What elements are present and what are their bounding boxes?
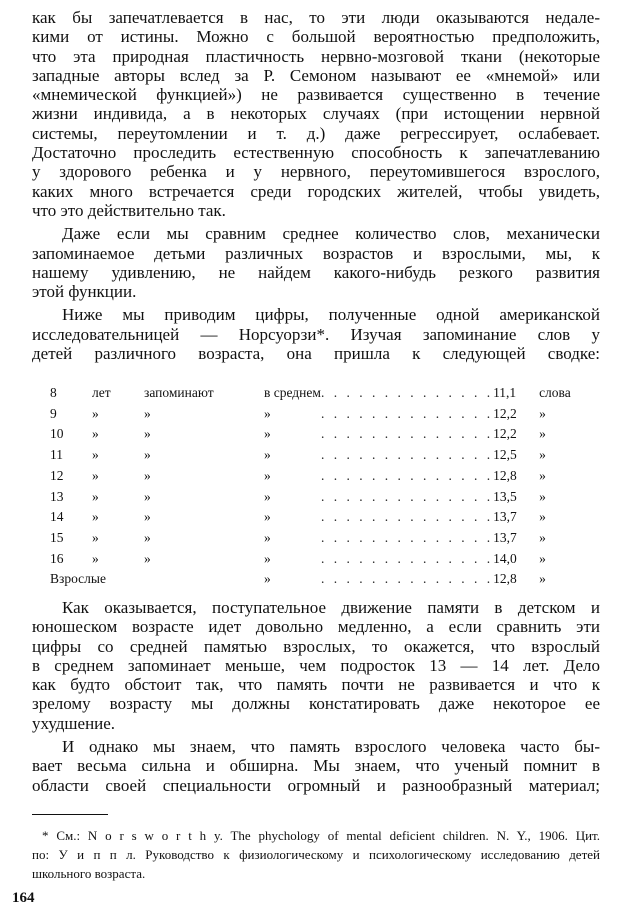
value-cell: 11,1 bbox=[493, 385, 517, 400]
avg-cell: » bbox=[264, 509, 271, 525]
page-number: 164 bbox=[12, 890, 35, 906]
age-cell: 9 bbox=[50, 405, 57, 421]
avg-cell: » bbox=[264, 571, 271, 587]
table-row bbox=[44, 404, 574, 425]
value-cell: 13,7 bbox=[493, 509, 517, 525]
word-cell: слова bbox=[539, 385, 571, 400]
verb-cell: » bbox=[144, 405, 151, 421]
paragraph-2 bbox=[32, 224, 600, 301]
table-row bbox=[44, 466, 574, 487]
verb-cell: » bbox=[144, 447, 151, 463]
unit-cell: » bbox=[92, 447, 99, 463]
text-line: нашему удивлению, не найдем какого-нибудь резкого развития bbox=[32, 262, 600, 282]
text-line: у здорового ребенка и у нервного, переутомившегося взрослого, bbox=[32, 162, 600, 182]
text-line: в среднем запоминает меньше, чем подросток 13 — 14 лет. Дело bbox=[32, 655, 600, 675]
age-cell: 12 bbox=[50, 467, 64, 483]
value-cell: 13,7 bbox=[493, 529, 517, 545]
value-cell: 12,5 bbox=[493, 447, 517, 463]
text-line: зрелому возрасту мы должны констатировать даже некоторое ее bbox=[32, 694, 600, 714]
verb-cell: » bbox=[144, 467, 151, 483]
footnote-line: школьного возраста. bbox=[32, 866, 146, 881]
leader-dots: . . . . . . . . . . . . . . bbox=[320, 571, 494, 587]
leader-dots: . . . . . . . . . . . . . . bbox=[320, 426, 494, 442]
word-cell: » bbox=[539, 571, 546, 587]
unit-cell: » bbox=[92, 405, 99, 421]
text-line: детей различного возраста, она пришла к следующей сводке: bbox=[32, 344, 600, 364]
table-row bbox=[44, 549, 574, 570]
text-line: Даже если мы сравним среднее количество слов, механически bbox=[62, 224, 600, 244]
value-cell: 14,0 bbox=[493, 550, 517, 566]
text-line: этой функции. bbox=[32, 282, 137, 302]
avg-cell: » bbox=[264, 550, 271, 566]
paragraph-4 bbox=[32, 598, 600, 733]
text-line: что эта природная пластичность нервно-мозговой ткани (некоторые bbox=[32, 46, 600, 66]
age-cell: 11 bbox=[50, 447, 63, 463]
value-cell: 12,2 bbox=[493, 426, 517, 442]
text-line: исследовательницей — Норсуорзи*. Изучая запоминание слов у bbox=[32, 324, 600, 344]
value-cell: 12,2 bbox=[493, 405, 517, 421]
avg-cell: » bbox=[264, 447, 271, 463]
table-row bbox=[44, 383, 574, 404]
text-line: как бы запечатлевается в нас, то эти люди оказываются недале- bbox=[32, 8, 600, 27]
body-text-lower bbox=[32, 598, 600, 795]
text-line: области своей специальности огромный и разнообразный материал; bbox=[32, 775, 600, 795]
text-line: вает весьма сильна и обширна. Мы знаем, что ученый помнит в bbox=[32, 756, 600, 776]
age-cell: 14 bbox=[50, 509, 64, 525]
text-line: западные авторы вслед за Р. Семоном называют ее «мнемой» или bbox=[32, 65, 600, 85]
unit-cell: » bbox=[92, 467, 99, 483]
avg-cell: » bbox=[264, 529, 271, 545]
table-row bbox=[44, 487, 574, 508]
leader-dots: . . . . . . . . . . . . . . bbox=[320, 550, 494, 566]
word-cell: » bbox=[539, 426, 546, 442]
value-cell: 13,5 bbox=[493, 488, 517, 504]
avg-cell: » bbox=[264, 488, 271, 504]
avg-cell: » bbox=[264, 426, 271, 442]
text-line: юношеском возрасте идет довольно медленно, а если сравнить эти bbox=[32, 617, 600, 637]
leader-dots: . . . . . . . . . . . . . . bbox=[320, 385, 494, 400]
text-line: что это действительно так. bbox=[32, 200, 226, 220]
text-line: как будто обстоит так, что память почти не развивается и что к bbox=[32, 675, 600, 695]
adults-label: Взрослые bbox=[50, 571, 106, 587]
unit-cell: лет bbox=[92, 385, 111, 400]
leader-dots: . . . . . . . . . . . . . . bbox=[320, 467, 494, 483]
avg-cell: » bbox=[264, 467, 271, 483]
table-row bbox=[44, 424, 574, 445]
verb-cell: » bbox=[144, 529, 151, 545]
text-line: ухудшение. bbox=[32, 713, 116, 733]
unit-cell: » bbox=[92, 509, 99, 525]
text-line: Ниже мы приводим цифры, полученные одной американской bbox=[62, 305, 600, 325]
unit-cell: » bbox=[92, 529, 99, 545]
verb-cell: » bbox=[144, 426, 151, 442]
word-cell: » bbox=[539, 405, 546, 421]
unit-cell: » bbox=[92, 488, 99, 504]
paragraph-5 bbox=[32, 737, 600, 795]
text-line: Как оказывается, поступательное движение памяти в детском и bbox=[62, 598, 600, 617]
verb-cell: » bbox=[144, 550, 151, 566]
leader-dots: . . . . . . . . . . . . . . bbox=[320, 447, 494, 463]
text-line: Достаточно проследить естественную способность к запечатлеванию bbox=[32, 143, 600, 163]
text-line: кими от истины. Можно с большой вероятностью предположить, bbox=[32, 27, 600, 47]
age-cell: 15 bbox=[50, 529, 64, 545]
leader-dots: . . . . . . . . . . . . . . bbox=[320, 488, 494, 504]
text-line: запоминаемое детьми различных возрастов и взрослыми, мы, к bbox=[32, 243, 600, 263]
unit-cell: » bbox=[92, 426, 99, 442]
unit-cell: » bbox=[92, 550, 99, 566]
word-cell: » bbox=[539, 529, 546, 545]
footnote bbox=[32, 826, 600, 883]
leader-dots: . . . . . . . . . . . . . . bbox=[320, 509, 494, 525]
text-line: каких много встречается среди городских жителей, чтобы увидеть, bbox=[32, 181, 600, 201]
word-cell: » bbox=[539, 550, 546, 566]
footnote-divider bbox=[32, 814, 108, 815]
avg-cell: » bbox=[264, 405, 271, 421]
value-cell: 12,8 bbox=[493, 467, 517, 483]
age-cell: 10 bbox=[50, 426, 64, 442]
paragraph-1 bbox=[32, 8, 600, 220]
word-cell: » bbox=[539, 447, 546, 463]
value-cell: 12,8 bbox=[493, 571, 517, 587]
footnote-line: по: У и п п л. Руководство к физиологическому и психологическому исследованию детей bbox=[32, 847, 600, 862]
age-cell: 16 bbox=[50, 550, 64, 566]
verb-cell: запоминают bbox=[144, 385, 214, 400]
body-text bbox=[32, 8, 600, 363]
text-line: «мнемической функцией») не развивается существенно в течение bbox=[32, 85, 600, 105]
word-cell: » bbox=[539, 467, 546, 483]
paragraph-3 bbox=[32, 305, 600, 363]
text-line: цифры со средней памятью взрослых, то окажется, что взрослый bbox=[32, 636, 600, 656]
age-cell: 8 bbox=[50, 385, 57, 400]
word-cell: » bbox=[539, 509, 546, 525]
text-line: жизни индивида, а в некоторых случаях (при истощении нервной bbox=[32, 104, 600, 124]
text-line: системы, переутомлении и т. д.) даже регрессирует, ослабевает. bbox=[32, 123, 600, 143]
leader-dots: . . . . . . . . . . . . . . bbox=[320, 529, 494, 545]
table-row-adults bbox=[44, 569, 574, 590]
footnote-line: * См.: N o r s w o r t h y. The phychology of mental deficient children. N. Y., 1906. Цит. bbox=[42, 828, 600, 843]
verb-cell: » bbox=[144, 509, 151, 525]
age-cell: 13 bbox=[50, 488, 64, 504]
table-row bbox=[44, 445, 574, 466]
memory-table bbox=[44, 383, 574, 590]
text-line: И однако мы знаем, что память взрослого человека часто бы- bbox=[62, 737, 600, 757]
verb-cell: » bbox=[144, 488, 151, 504]
avg-cell: в среднем bbox=[264, 385, 321, 400]
leader-dots: . . . . . . . . . . . . . . bbox=[320, 405, 494, 421]
word-cell: » bbox=[539, 488, 546, 504]
table-row bbox=[44, 528, 574, 549]
table-row bbox=[44, 507, 574, 528]
